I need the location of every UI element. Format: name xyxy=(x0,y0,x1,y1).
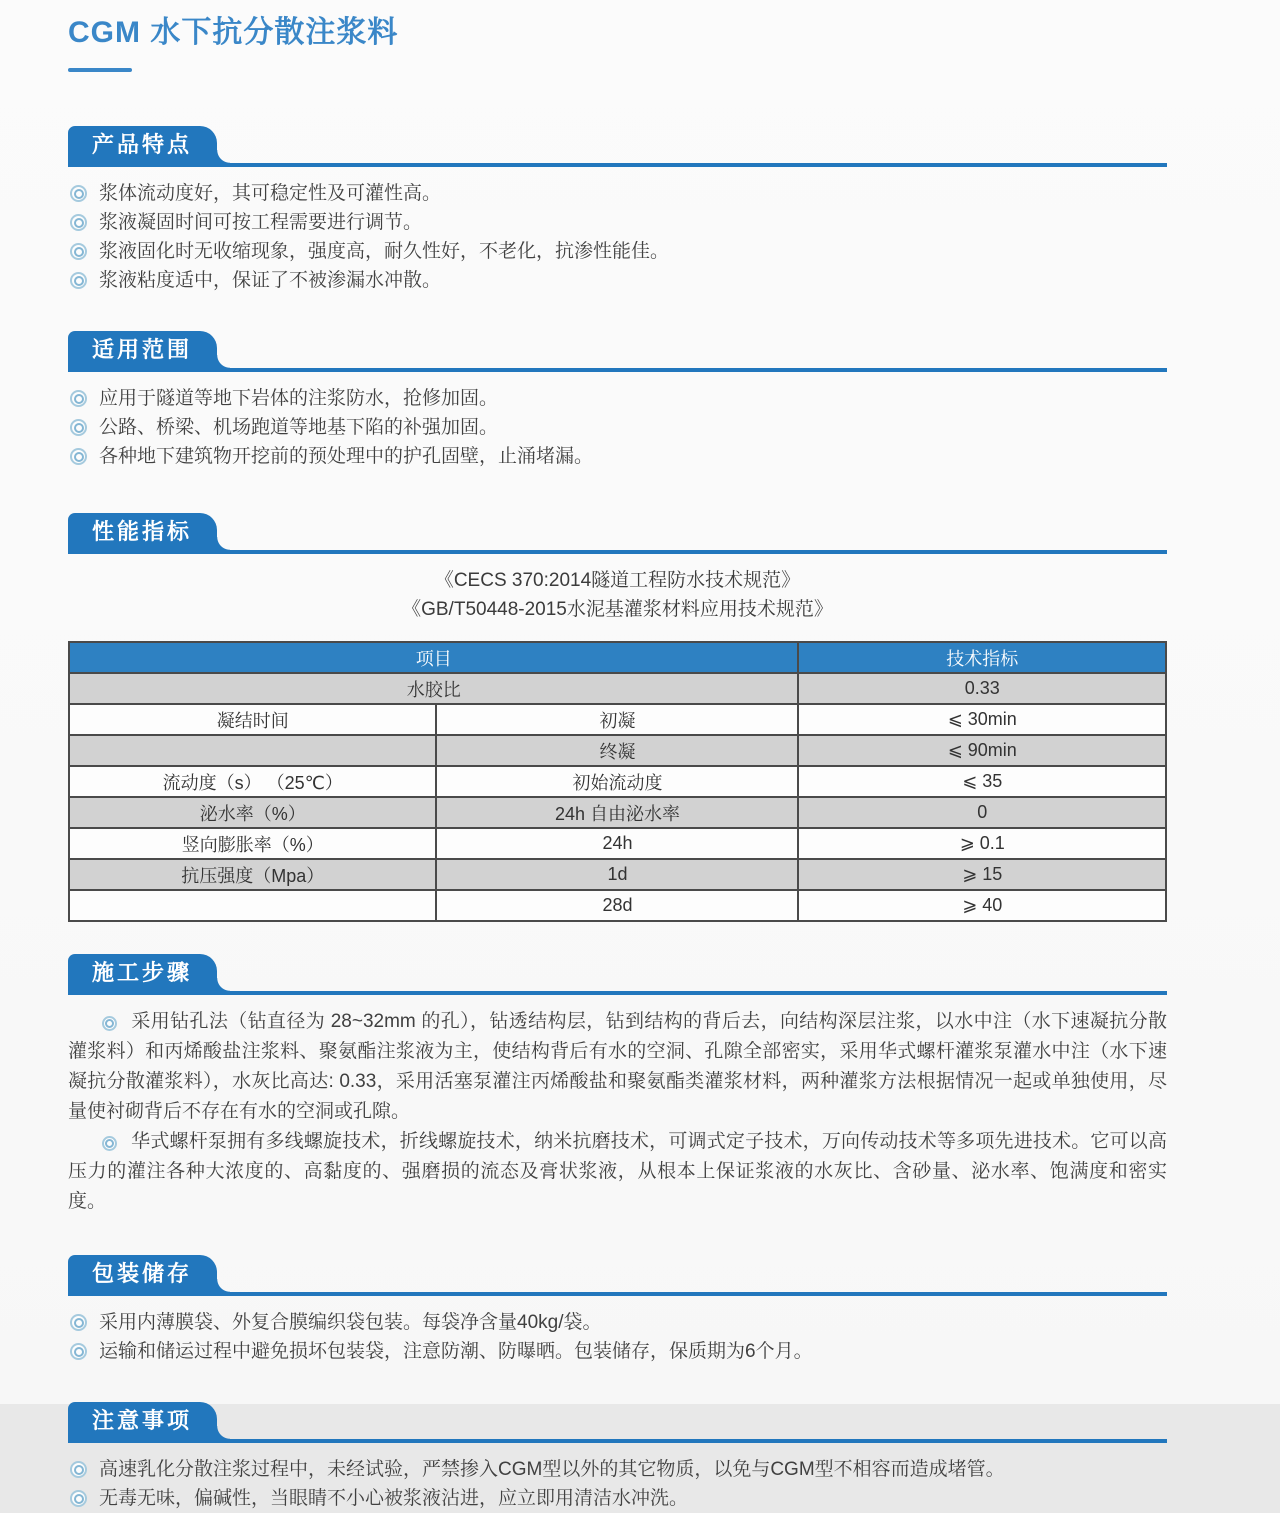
list-item-text: 各种地下建筑物开挖前的预处理中的护孔固壁，止涌堵漏。 xyxy=(99,446,594,467)
table-cell: 水胶比 xyxy=(69,673,798,704)
ring-bullet-icon xyxy=(70,1343,87,1360)
table-cell: 初凝 xyxy=(436,704,798,735)
list-item xyxy=(68,1484,1167,1513)
list-item xyxy=(68,384,1167,413)
list-item-text: 公路、桥梁、机场跑道等地基下陷的补强加固。 xyxy=(99,417,499,438)
list-item xyxy=(68,442,1167,471)
list-item xyxy=(68,1337,1167,1366)
table-cell: ⩾ 0.1 xyxy=(798,828,1166,859)
paragraph xyxy=(68,1007,1167,1127)
section-badge-features: 产品特点 xyxy=(68,126,217,163)
ring-bullet-icon xyxy=(102,1136,117,1151)
table-header-indicator: 技术指标 xyxy=(798,642,1166,673)
table-cell: 终凝 xyxy=(436,735,798,766)
notes-list xyxy=(68,1443,1167,1513)
table-row xyxy=(69,797,1166,828)
table-row xyxy=(69,766,1166,797)
table-cell: ⩾ 40 xyxy=(798,890,1166,921)
table-cell: ⩾ 15 xyxy=(798,859,1166,890)
table-row xyxy=(69,735,1166,766)
list-item-text: 浆液固化时无收缩现象，强度高，耐久性好，不老化，抗渗性能佳。 xyxy=(99,241,670,262)
table-cell: 流动度（s） （25℃） xyxy=(69,766,436,797)
list-item-text: 运输和储运过程中避免损坏包装袋，注意防潮、防曝晒。包装储存，保质期为6个月。 xyxy=(99,1341,813,1362)
standard-line: 《GB/T50448-2015水泥基灌浆材料应用技术规范》 xyxy=(402,599,833,620)
ring-bullet-icon xyxy=(102,1016,117,1031)
list-item xyxy=(68,1308,1167,1337)
paragraph xyxy=(68,1127,1167,1217)
ring-bullet-icon xyxy=(70,214,87,231)
table-cell: 24h 自由泌水率 xyxy=(436,797,798,828)
table-cell: ⩽ 90min xyxy=(798,735,1166,766)
ring-bullet-icon xyxy=(70,419,87,436)
scope-list xyxy=(68,372,1167,471)
table-cell: ⩽ 35 xyxy=(798,766,1166,797)
list-item xyxy=(68,237,1167,266)
table-cell: 初始流动度 xyxy=(436,766,798,797)
table-cell: 凝结时间 xyxy=(69,704,436,735)
table-cell: 24h xyxy=(436,828,798,859)
ring-bullet-icon xyxy=(70,1461,87,1478)
table-cell: ⩽ 30min xyxy=(798,704,1166,735)
table-cell: 竖向膨胀率（%） xyxy=(69,828,436,859)
list-item xyxy=(68,413,1167,442)
list-item-text: 应用于隧道等地下岩体的注浆防水，抢修加固。 xyxy=(99,388,499,409)
paragraph-text: 华式螺杆泵拥有多线螺旋技术，折线螺旋技术，纳米抗磨技术，可调式定子技术，万向传动技术等多项先进技术。它可以高压力的灌注各种大浓度的、高黏度的、强磨损的流态及膏状浆液，从根本上保证浆液的水灰比、含砂量、泌水率、饱满度和密实度。 xyxy=(68,1131,1167,1212)
table-row xyxy=(69,828,1166,859)
table-row xyxy=(69,859,1166,890)
section-header-steps xyxy=(68,954,1167,995)
section-header-packaging xyxy=(68,1255,1167,1296)
section-header-features xyxy=(68,126,1167,167)
section-header-notes xyxy=(68,1402,1167,1443)
section-header-performance xyxy=(68,513,1167,554)
table-cell: 0.33 xyxy=(798,673,1166,704)
standards-references xyxy=(68,554,1167,624)
list-item xyxy=(68,179,1167,208)
ring-bullet-icon xyxy=(70,390,87,407)
steps-paragraphs xyxy=(68,995,1167,1217)
standard-line: 《CECS 370:2014隧道工程防水技术规范》 xyxy=(434,570,801,591)
performance-table xyxy=(68,641,1167,922)
table-cell: 抗压强度（Mpa） xyxy=(69,859,436,890)
table-cell: 1d xyxy=(436,859,798,890)
features-list xyxy=(68,167,1167,295)
list-item-text: 高速乳化分散注浆过程中，未经试验，严禁掺入CGM型以外的其它物质，以免与CGM型不相容而造成堵管。 xyxy=(99,1459,1005,1480)
section-badge-scope: 适用范围 xyxy=(68,331,217,368)
ring-bullet-icon xyxy=(70,1314,87,1331)
list-item xyxy=(68,1455,1167,1484)
table-row xyxy=(69,673,1166,704)
page-title: CGM 水下抗分散注浆料 xyxy=(68,16,399,49)
table-header-row xyxy=(69,642,1166,673)
list-item-text: 无毒无味，偏碱性，当眼睛不小心被浆液沾进，应立即用清洁水冲洗。 xyxy=(99,1488,689,1509)
table-row xyxy=(69,704,1166,735)
table-row xyxy=(69,890,1166,921)
list-item-text: 浆体流动度好，其可稳定性及可灌性高。 xyxy=(99,183,442,204)
title-underline xyxy=(68,68,132,72)
table-cell: 泌水率（%） xyxy=(69,797,436,828)
table-header-item: 项目 xyxy=(69,642,798,673)
paragraph-text: 采用钻孔法（钻直径为 28~32mm 的孔），钻透结构层，钻到结构的背后去，向结构深层注浆，以水中注（水下速凝抗分散灌浆料）和丙烯酸盐注浆料、聚氨酯注浆液为主，使结构背后有水的空洞、孔隙全部密实，采用华式螺杆灌浆泵灌水中注（水下速凝抗分散灌浆料），水灰比高达: 0.33，采用活塞泵灌注丙烯酸盐和聚氨酯类灌浆材料，两种灌浆方法根据情况一起或单独使用，尽量使衬砌背后不存在有水的空洞或孔隙。 xyxy=(68,1011,1167,1122)
section-badge-notes: 注意事项 xyxy=(68,1402,217,1439)
ring-bullet-icon xyxy=(70,1490,87,1507)
ring-bullet-icon xyxy=(70,448,87,465)
list-item-text: 浆液粘度适中，保证了不被渗漏水冲散。 xyxy=(99,270,442,291)
ring-bullet-icon xyxy=(70,185,87,202)
section-badge-packaging: 包装储存 xyxy=(68,1255,217,1292)
packaging-list xyxy=(68,1296,1167,1366)
table-cell: 0 xyxy=(798,797,1166,828)
ring-bullet-icon xyxy=(70,243,87,260)
list-item xyxy=(68,266,1167,295)
table-cell xyxy=(69,735,436,766)
table-cell: 28d xyxy=(436,890,798,921)
list-item-text: 采用内薄膜袋、外复合膜编织袋包装。每袋净含量40kg/袋。 xyxy=(99,1312,602,1333)
list-item xyxy=(68,208,1167,237)
table-cell xyxy=(69,890,436,921)
section-badge-steps: 施工步骤 xyxy=(68,954,217,991)
ring-bullet-icon xyxy=(70,272,87,289)
list-item-text: 浆液凝固时间可按工程需要进行调节。 xyxy=(99,212,423,233)
section-header-scope xyxy=(68,331,1167,372)
section-badge-performance: 性能指标 xyxy=(68,513,217,550)
